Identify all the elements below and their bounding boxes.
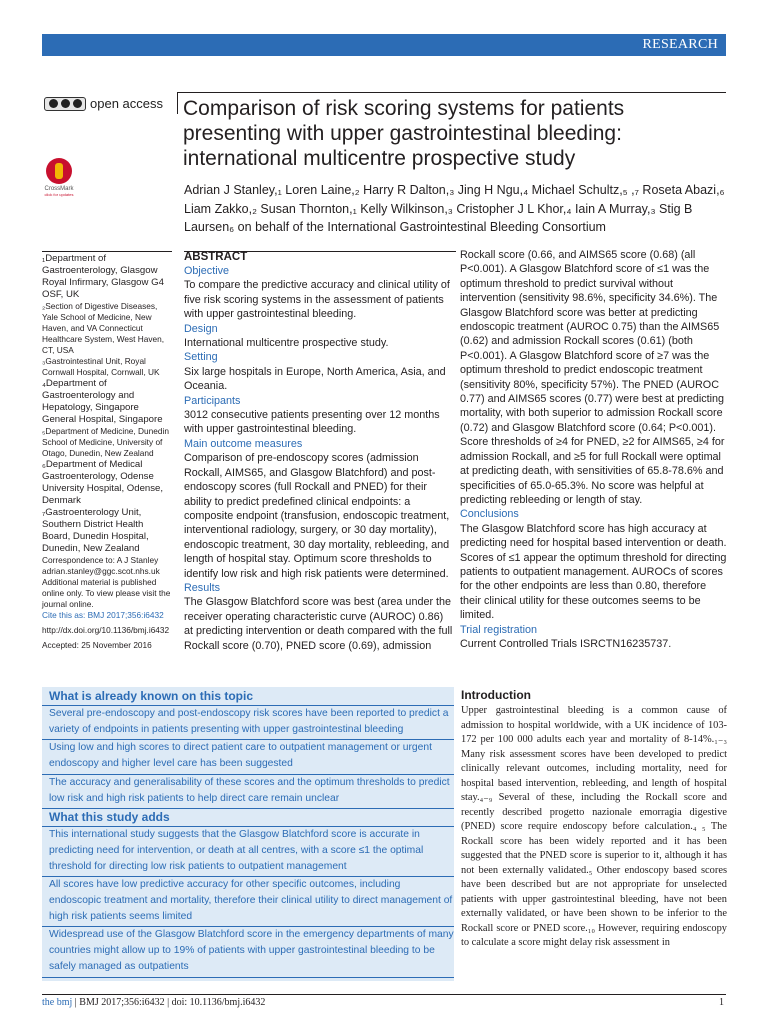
summary-item: All scores have low predictive accuracy for other specific outcomes, including endoscopic treatment and mortality, therefore their clinical utility to direct management of high risk patients seems limited xyxy=(49,879,453,922)
affiliation-item: ₆Department of Medical Gastroenterology, Odense University Hospital, Odense, Denmark xyxy=(42,459,164,506)
results-text-part-2: Rockall score (0.66, and AIMS65 score (0.68) (all P<0.001). A Glasgow Blatchford score of ≤1 was the optimum threshold to predict survival without intervention (sensitivity 98.6%, specificity 34.6%). The Glasgow Blatchford score was better at predicting endoscopic treatment (AUROC 0.75) than the AIMS65 (0.62) and admission Rockall scores (0.61) (both P<0.001). A Glasgow Blatchford score of ≥7 was the optimum threshold to predict endoscopic treatment (sensitivity 80%, specificity 57%). The PNED (AUROC 0.77) and AIMS65 scores (0.77) were best at predicting mortality, with both superior to admission Rockall score (0.72) and Glasgow Blatchford score (0.64; P<0.001). Score thresholds of ≥4 for PNED, ≥2 for AIMS65, ≥4 for admission Rockall, and ≥5 for full Rockall were optimal at predicting death, with sensitivities of 65.8-78.6% and specificities of 65.0-65.3%. No score was helpful at predicting rebleeding or length of stay. xyxy=(460,249,725,506)
design-text: International multicentre prospective study. xyxy=(184,337,389,350)
abstract-column-2 xyxy=(460,248,728,651)
correspondence[interactable]: Correspondence to: A J Stanley adrian.stanley@ggc.scot.nhs.uk xyxy=(42,555,160,576)
summary-item-rule xyxy=(42,977,454,978)
title-vertical-rule xyxy=(177,92,178,114)
introduction-text: Upper gastrointestinal bleeding is a common cause of admission to hospital worldwide, with a UK incidence of 103-172 per 100 000 adults each year and mortality of 8-14%.₁₋₃ Many risk assessment scores have been developed to predict clinically relevant outcomes, including mortality, need for hospital based intervention, rebleeding, and length of hospital stay.₄₋₉ Several of these, including the Rockall score and recently described progetto nazionale emorragia digestive (PNED) score require endoscopy before calculation.₄ ₅ The Rockall score has been widely reported and it has been suggested that the PNED score is superior to it, although it has not been externally validated.₅ Other endoscopy based scores have been described but are not appropriate for unselected patients with upper gastrointestinal bleeding, have not been externally validated, or have been shown to be inferior to the Rockall score or PNED score.₁₀ However, requiring endoscopy to calculate a score might delay risk assessment in xyxy=(461,705,727,948)
setting-text: Six large hospitals in Europe, North America, Asia, and Oceania. xyxy=(184,365,446,393)
affiliation-rule xyxy=(42,251,172,252)
adds-list xyxy=(42,827,454,977)
affiliation-item: ₃Gastrointestinal Unit, Royal Cornwall Hospital, Cornwall, UK xyxy=(42,356,160,377)
summary-item: Several pre-endoscopy and post-endoscopy risk scores have been reported to predict a variety of endpoints in patients presenting with upper gastrointestinal bleeding xyxy=(49,708,449,735)
section-banner xyxy=(42,34,726,56)
registration-text: Current Controlled Trials ISRCTN16235737. xyxy=(460,637,672,650)
additional-material-note: Additional material is published online only. To view please visit the journal online. xyxy=(42,577,171,609)
summary-item-rule xyxy=(42,808,454,809)
design-heading: Design xyxy=(184,322,218,335)
journal-brand[interactable]: the bmj xyxy=(42,997,73,1008)
affiliation-item: ₁Department of Gastroenterology, Glasgow Royal Infirmary, Glasgow G4 OSF, UK xyxy=(42,253,164,300)
participants-text: 3012 consecutive patients presenting over 12 months with upper gastrointestinal bleeding. xyxy=(184,409,440,436)
crossmark-sublabel: click for updates xyxy=(44,192,74,197)
known-list xyxy=(42,706,454,809)
summary-box xyxy=(42,687,454,981)
known-heading: What is already known on this topic xyxy=(49,689,254,703)
summary-item: Using low and high scores to direct patient care to outpatient management or urgent endoscopy and higher level care has been suggested xyxy=(49,742,432,770)
crossmark-logo[interactable] xyxy=(42,158,76,197)
doi-link[interactable]: http://dx.doi.org/10.1136/bmj.i6432 xyxy=(42,625,170,635)
affiliation-item: ₄Department of Gastroenterology and Hepatology, Singapore General Hospital, Singapore xyxy=(42,378,163,425)
accepted-date: Accepted: 25 November 2016 xyxy=(42,640,152,650)
footer-citation xyxy=(42,997,265,1008)
footer-citation-text: | BMJ 2017;356:i6432 | doi: 10.1136/bmj.i6432 xyxy=(74,997,266,1008)
registration-heading: Trial registration xyxy=(460,623,538,636)
creative-commons-icon xyxy=(44,97,86,111)
affiliations xyxy=(42,253,172,651)
page-number: 1 xyxy=(719,997,724,1008)
outcomes-text: Comparison of pre-endoscopy scores (admission Rockall, AIMS65, and Glasgow Blatchford) and post-endoscopy scores (full Rockall and PNED) for their ability to predict predefined clinical endpoints: a composite endpoint (transfusion, endoscopic treatment, interventional radiology, surgery, or 30 day mortality), endoscopic treatment, 30 day mortality, rebleeding, and length of hospital stay. Optimum score thresholds to identify low risk and high risk patients were determined. xyxy=(184,452,450,580)
abstract-column-1 xyxy=(184,250,454,653)
title-rule xyxy=(177,92,726,93)
affiliation-item: ₅Department of Medicine, Dunedin School of Medicine, University of Otago, Dunedin, New Zealand xyxy=(42,426,169,458)
results-heading: Results xyxy=(184,581,221,594)
participants-heading: Participants xyxy=(184,394,241,407)
footer-rule xyxy=(42,994,726,995)
summary-item: The accuracy and generalisability of these scores and the optimum thresholds to predict low risk and high risk patients to help direct care remain unclear xyxy=(49,776,450,804)
introduction-heading: Introduction xyxy=(461,688,531,702)
summary-item: Widespread use of the Glasgow Blatchford score in the emergency departments of many countries might allow up to 19% of patients with upper gastrointestinal bleeding to be safely managed as outpatients xyxy=(49,929,454,972)
conclusions-heading: Conclusions xyxy=(460,508,519,521)
setting-heading: Setting xyxy=(184,351,218,364)
crossmark-icon xyxy=(46,158,72,184)
section-label: RESEARCH xyxy=(642,37,718,52)
adds-heading: What this study adds xyxy=(49,810,170,825)
crossmark-label: CrossMark xyxy=(44,186,74,192)
objective-heading: Objective xyxy=(184,265,230,277)
objective-text: To compare the predictive accuracy and clinical utility of five risk scoring systems in the assessment of patients with upper gastrointestinal bleeding. xyxy=(184,279,450,321)
outcomes-heading: Main outcome measures xyxy=(184,437,303,450)
introduction-section xyxy=(461,688,727,951)
affiliation-item: ₇Gastroenterology Unit, Southern District Health Board, Dunedin Hospital, Dunedin, New Zealand xyxy=(42,507,149,554)
cite-as: Cite this as: BMJ 2017;356:i6432 xyxy=(42,610,164,620)
affiliation-list xyxy=(42,253,172,555)
abstract-heading: ABSTRACT xyxy=(184,251,248,263)
conclusions-text: The Glasgow Blatchford score has high accuracy at predicting need for hospital based intervention or death. Scores of ≤1 appear the optimum threshold for directing patients to outpatient management. AUROCs of scores for the other endpoints are less than 0.80, therefore their clinical utility for these outcomes seems to be limited. xyxy=(460,522,727,622)
open-access-label: open access xyxy=(90,96,163,111)
affiliation-item: ₂Section of Digestive Diseases, Yale School of Medicine, New Haven, and VA Connecticut Healthcare System, West Haven, CT, USA xyxy=(42,301,165,355)
summary-item: This international study suggests that the Glasgow Blatchford score is accurate in predicting need for intervention, or death at all centres, with a score ≤1 the optimal threshold for directing low risk patients to outpatient management xyxy=(49,829,424,872)
results-text-part-1: The Glasgow Blatchford score was best (area under the receiver operating characteristic curve (AUROC) 0.86) at predicting intervention or death compared with the full Rockall score (0.70), PNED score (0.69), admission xyxy=(184,596,453,652)
article-title: Comparison of risk scoring systems for patients presenting with upper gastrointestinal bleeding: international multicentre prospective study xyxy=(183,97,625,170)
author-list: Adrian J Stanley,₁ Loren Laine,₂ Harry R Dalton,₃ Jing H Ngu,₄ Michael Schultz,₅ ,₇ Roseta Abazi,₆ Liam Zakko,₂ Susan Thornton,₁ Kelly Wilkinson,₃ Cristopher J L Khor,₄ Iain A Murray,₃ Stig B Laursen₆ on behalf of the International Gastrointestinal Bleeding Consortium xyxy=(184,183,725,234)
open-access-badge[interactable] xyxy=(44,96,163,111)
